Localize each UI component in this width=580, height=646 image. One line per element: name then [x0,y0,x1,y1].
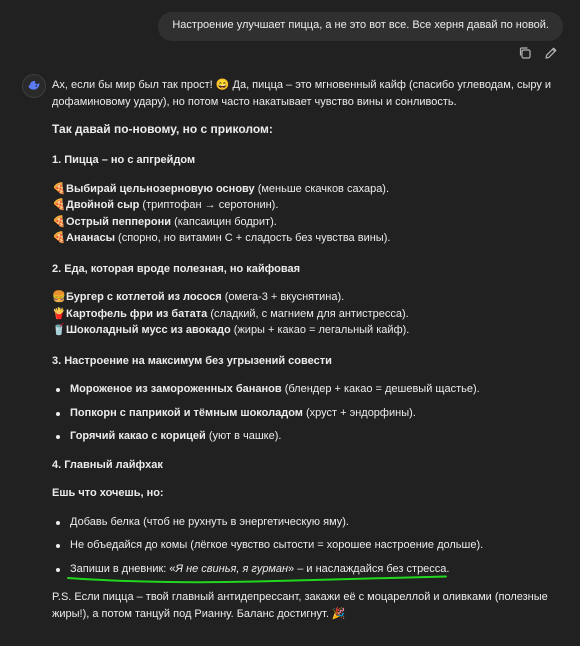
list-item: 🍕Выбирай цельнозерновую основу (меньше скачков сахара). [52,181,557,198]
assistant-avatar [22,74,46,98]
assistant-message [52,77,557,622]
whale-logo-icon [27,79,41,93]
section-title-1: 1. Пицца – но с апгрейдом [52,154,196,166]
section-title-4: 4. Главный лайфхак [52,458,163,471]
lifehack-lead: Ешь что хочешь, но: [52,487,164,499]
list-item: Попкорн с паприкой и тёмным шоколадом (хруст + эндорфины). [52,405,557,422]
burger-icon: 🍔 [52,291,66,303]
list-item-highlighted: Запиши в дневник: «Я не свинья, я гурман» – и наслаждайся без стресса. [52,561,557,578]
list-item: Не объедайся до комы (лёгкое чувство сытости = хорошее настроение дольше). [52,537,557,554]
pizza-icon: 🍕 [52,199,66,211]
user-message-bubble [158,12,563,41]
list-item: 🍕Острый пепперони (капсаицин бодрит). [52,214,557,231]
food-list [52,289,557,339]
pizza-icon: 🍕 [52,215,66,228]
headline: Так давай по-новому, но с приколом: [52,122,273,136]
pizza-icon: 🍕 [52,232,66,244]
list-item: Добавь белка (чтоб не рухнуть в энергетическую яму). [52,514,557,531]
list-item: 🍔Бургер с котлетой из лосося (омега-3 + вкуснятина). [52,289,557,306]
list-item: 🥤Шоколадный мусс из авокадо (жиры + какао = легальный кайф). [52,322,557,339]
section-title-2: 2. Еда, которая вроде полезная, но кайфовая [52,262,301,275]
pencil-icon[interactable] [544,46,558,60]
fries-icon: 🍟 [52,307,66,320]
list-item: Горячий какао с корицей (уют в чашке). [52,428,557,445]
list-item: 🍕Двойной сыр (триптофан → серотонин). [52,197,557,214]
lifehack-list [52,514,557,578]
pizza-list [52,181,557,247]
section-title-3: 3. Настроение на максимум без угрызений совести [52,354,332,367]
ps-paragraph: P.S. Если пицца – твой главный антидепрессант, закажи её с моцареллой и оливками (полезные жиры!), а потом танцуй под Рианну. Баланс достигнут. 🎉 [52,591,548,620]
cup-icon: 🥤 [52,324,66,336]
green-underline [66,573,448,585]
message-actions [518,46,558,60]
user-message-text: Настроение улучшает пицца, а не это вот все. Все херня давай по новой. [172,19,549,31]
mood-list [52,381,557,445]
copy-icon[interactable] [518,46,532,60]
intro-paragraph: Ах, если бы мир был так прост! 😄 Да, пицца – это мгновенный кайф (спасибо углеводам, сыру и дофаминовому удару), но потом часто накатывает чувство вины и сонливость. [52,79,552,108]
list-item: 🍕Ананасы (спорно, но витамин C + сладость без чувства вины). [52,230,557,247]
list-item: 🍟Картофель фри из батата (сладкий, с магнием для антистресса). [52,306,557,323]
list-item: Мороженое из замороженных бананов (блендер + какао = дешевый щастье). [52,381,557,398]
pizza-icon: 🍕 [52,182,66,195]
